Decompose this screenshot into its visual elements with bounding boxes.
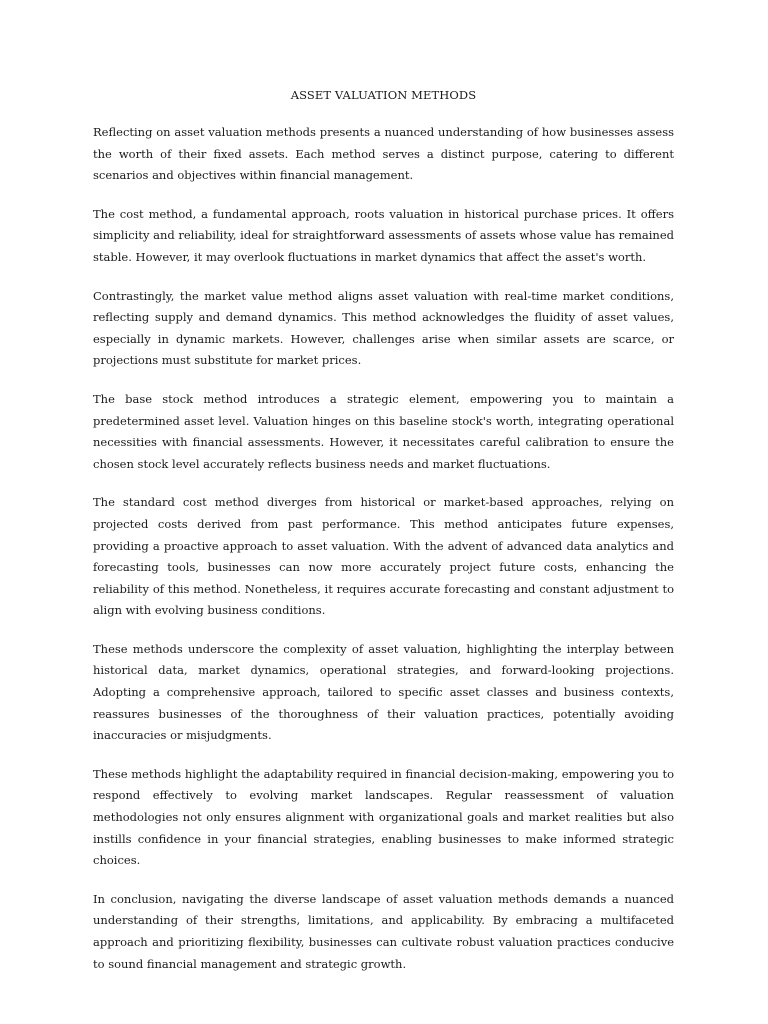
- paragraph-8: In conclusion, navigating the diverse landscape of asset valuation methods demands a nuanced understanding of their strengths, limitations, and applicability. By embracing a multifaceted approach and prioritizing flexibility, businesses can cultivate robust valuation practices conducive to sound financial management and strategic growth.: [93, 891, 674, 971]
- document-title: ASSET VALUATION METHODS: [290, 88, 477, 102]
- paragraph-3: Contrastingly, the market value method aligns asset valuation with real-time market conditions, reflecting supply and demand dynamics. This method acknowledges the fluidity of asset values, especially in dynamic markets. However, challenges arise when similar assets are scarce, or projections must substitute for market prices.: [93, 288, 674, 368]
- paragraph-7: These methods highlight the adaptability required in financial decision-making, empowering you to respond effectively to evolving market landscapes. Regular reassessment of valuation methodologies not only ensures alignment with organizational goals and market realities but also instills confidence in your financial strategies, enabling businesses to make informed strategic choices.: [93, 766, 674, 868]
- paragraph-2: The cost method, a fundamental approach, roots valuation in historical purchase prices. It offers simplicity and reliability, ideal for straightforward assessments of assets whose value has remained stable. However, it may overlook fluctuations in market dynamics that affect the asset's worth.: [93, 206, 675, 264]
- paragraph-1: Reflecting on asset valuation methods presents a nuanced understanding of how businesses assess the worth of their fixed assets. Each method serves a distinct purpose, catering to different scenarios and objectives within financial management.: [93, 125, 674, 183]
- document-body: [93, 122, 674, 992]
- paragraph-5: The standard cost method diverges from historical or market-based approaches, relying on projected costs derived from past performance. This method anticipates future expenses, providing a proactive approach to asset valuation. With the advent of advanced data analytics and forecasting tools, businesses can now more accurately project future costs, enhancing the reliability of this method. Nonetheless, it requires accurate forecasting and constant adjustment to align with evolving business conditions.: [93, 495, 674, 618]
- paragraph-6: These methods underscore the complexity of asset valuation, highlighting the interplay between historical data, market dynamics, operational strategies, and forward-looking projections. Adopting a comprehensive approach, tailored to specific asset classes and business contexts, reassures businesses of the thoroughness of their valuation practices, potentially avoiding inaccuracies or misjudgments.: [93, 641, 674, 743]
- paragraph-4: The base stock method introduces a strategic element, empowering you to maintain a predetermined asset level. Valuation hinges on this baseline stock's worth, integrating operational necessities with financial assessments. However, it necessitates careful calibration to ensure the chosen stock level accurately reflects business needs and market fluctuations.: [93, 391, 674, 471]
